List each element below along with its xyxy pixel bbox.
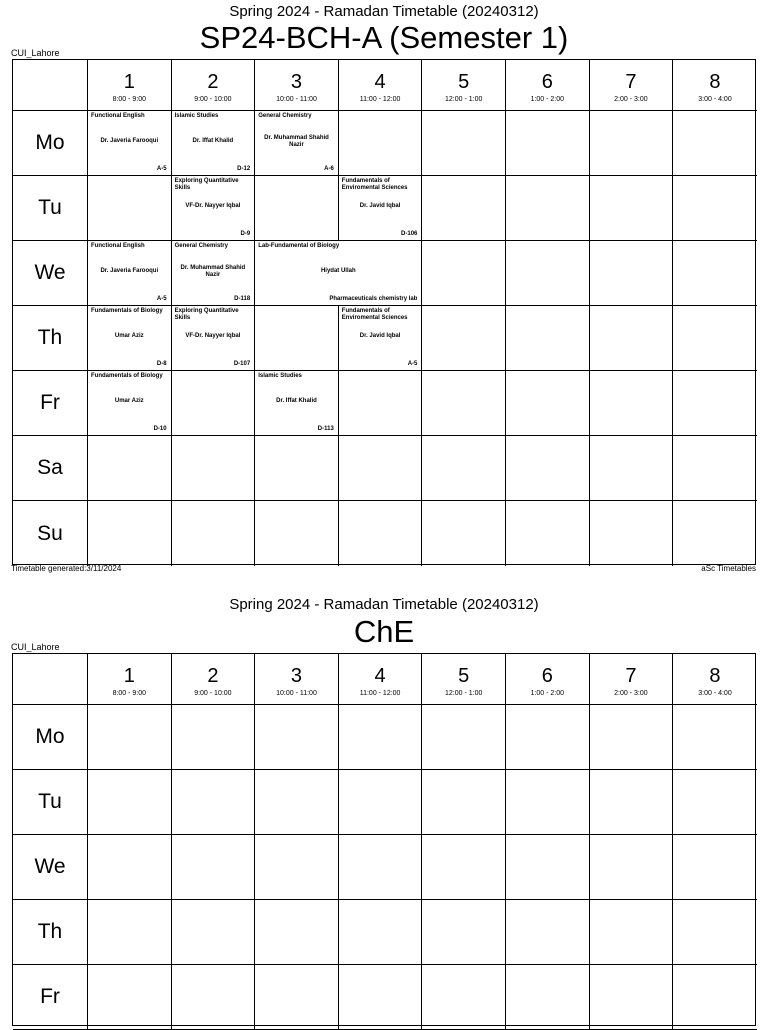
timetable-cell[interactable] bbox=[506, 835, 590, 900]
day-label-cell bbox=[13, 900, 88, 965]
timetable-cell[interactable] bbox=[506, 111, 590, 176]
timetable-cell[interactable] bbox=[339, 371, 423, 436]
corner-cell bbox=[13, 60, 88, 111]
timetable-cell[interactable] bbox=[590, 371, 674, 436]
lesson-subject: Lab-Fundamental of Biology bbox=[258, 243, 340, 249]
day-label: Tu bbox=[38, 196, 62, 219]
period-header bbox=[422, 654, 506, 705]
timetable-cell[interactable] bbox=[506, 176, 590, 241]
lesson-teacher: Dr. Javeria Farooqui bbox=[100, 138, 159, 144]
timetable-cell[interactable] bbox=[506, 900, 590, 965]
lesson-room: D-9 bbox=[240, 231, 251, 237]
timetable-cell[interactable] bbox=[172, 436, 256, 501]
lesson-subject: Exploring Quantitative Skills bbox=[174, 308, 239, 321]
timetable-cell[interactable] bbox=[673, 176, 757, 241]
timetable-cell[interactable] bbox=[88, 436, 172, 501]
lesson-teacher: Dr. Muhammad Shahid Nazir bbox=[180, 265, 246, 278]
timetable-cell[interactable] bbox=[172, 835, 256, 900]
timetable-cell[interactable] bbox=[339, 835, 423, 900]
timetable-cell[interactable] bbox=[673, 371, 757, 436]
period-number: 1 bbox=[123, 71, 135, 93]
period-header bbox=[172, 60, 256, 111]
lesson-teacher: Hiydat Ullah bbox=[320, 268, 356, 274]
lesson-subject: Fundamentals of Enviromental Sciences bbox=[341, 178, 408, 191]
lesson-teacher: Umar Aziz bbox=[114, 398, 144, 404]
period-number: 3 bbox=[290, 71, 303, 93]
period-time: 9:00 - 10:00 bbox=[194, 96, 232, 103]
period-header bbox=[590, 60, 674, 111]
lesson-card[interactable] bbox=[172, 241, 256, 306]
timetable-cell[interactable] bbox=[172, 900, 256, 965]
timetable-cell[interactable] bbox=[88, 835, 172, 900]
period-number: 7 bbox=[625, 665, 637, 687]
lesson-subject: Fundamentals of Enviromental Sciences bbox=[341, 308, 408, 321]
timetable-cell[interactable] bbox=[88, 501, 172, 566]
period-header bbox=[255, 60, 339, 111]
timetable-cell[interactable] bbox=[506, 241, 590, 306]
timetable-cell[interactable] bbox=[673, 965, 757, 1030]
timetable-cell[interactable] bbox=[172, 965, 256, 1030]
school-name: CUI_Lahore bbox=[11, 48, 60, 58]
period-time: 12:00 - 1:00 bbox=[445, 96, 483, 103]
timetable-cell[interactable] bbox=[506, 770, 590, 835]
lesson-subject: Fundamentals of Biology bbox=[91, 308, 163, 314]
timetable-cell[interactable] bbox=[88, 900, 172, 965]
day-label-cell bbox=[13, 241, 88, 306]
lesson-teacher: Umar Aziz bbox=[114, 333, 144, 339]
lesson-card[interactable] bbox=[255, 371, 339, 436]
period-time: 8:00 - 9:00 bbox=[112, 96, 147, 103]
period-header bbox=[506, 60, 590, 111]
timetable-cell[interactable] bbox=[422, 111, 506, 176]
timetable-cell[interactable] bbox=[172, 501, 256, 566]
timetable-cell[interactable] bbox=[590, 705, 674, 770]
timetable-cell[interactable] bbox=[88, 770, 172, 835]
period-number: 8 bbox=[709, 71, 721, 93]
timetable-cell[interactable] bbox=[673, 436, 757, 501]
lesson-teacher: Dr. Iffat Khalid bbox=[276, 398, 317, 404]
day-label: Sa bbox=[37, 456, 63, 479]
timetable-cell[interactable] bbox=[422, 306, 506, 371]
footer-generated: Timetable generated:3/11/2024 bbox=[11, 564, 122, 573]
lesson-subject: Exploring Quantitative Skills bbox=[174, 178, 239, 191]
lesson-subject: Fundamentals of Biology bbox=[91, 373, 163, 379]
timetable-cell[interactable] bbox=[339, 111, 423, 176]
timetable-subtitle: Spring 2024 - Ramadan Timetable (20240312) bbox=[229, 596, 539, 613]
timetable-cell[interactable] bbox=[506, 705, 590, 770]
timetable-cell[interactable] bbox=[590, 770, 674, 835]
period-time: 11:00 - 12:00 bbox=[359, 690, 401, 697]
timetable-cell[interactable] bbox=[590, 111, 674, 176]
lesson-subject: Islamic Studies bbox=[258, 373, 302, 379]
timetable-grid bbox=[12, 59, 756, 565]
timetable-subtitle: Spring 2024 - Ramadan Timetable (20240312) bbox=[229, 3, 539, 20]
corner-cell bbox=[13, 654, 88, 705]
timetable-cell[interactable] bbox=[255, 501, 339, 566]
lesson-card[interactable] bbox=[255, 241, 422, 306]
period-header bbox=[172, 654, 256, 705]
timetable-cell[interactable] bbox=[255, 306, 339, 371]
day-label: Mo bbox=[35, 131, 65, 154]
period-number: 2 bbox=[207, 71, 219, 93]
day-label: We bbox=[34, 261, 66, 284]
timetable-cell[interactable] bbox=[590, 436, 674, 501]
period-time: 3:00 - 4:00 bbox=[698, 96, 732, 103]
timetable-cell[interactable] bbox=[673, 770, 757, 835]
timetable-cell[interactable] bbox=[590, 241, 674, 306]
lesson-room: D-107 bbox=[233, 361, 251, 367]
school-name: CUI_Lahore bbox=[11, 642, 60, 652]
lesson-card[interactable] bbox=[339, 306, 423, 371]
lesson-room: D-106 bbox=[401, 231, 418, 237]
timetable-grid bbox=[12, 653, 756, 1026]
timetable-cell[interactable] bbox=[255, 835, 339, 900]
timetable-cell[interactable] bbox=[422, 241, 506, 306]
day-label-cell bbox=[13, 111, 88, 176]
timetable-cell[interactable] bbox=[506, 965, 590, 1030]
timetable-cell[interactable] bbox=[422, 176, 506, 241]
lesson-room: A-6 bbox=[324, 166, 334, 172]
day-label: Th bbox=[37, 920, 63, 943]
lesson-card[interactable] bbox=[88, 111, 172, 176]
timetable-cell[interactable] bbox=[255, 900, 339, 965]
lesson-card[interactable] bbox=[88, 241, 172, 306]
period-time: 12:00 - 1:00 bbox=[445, 690, 483, 697]
day-label-cell bbox=[13, 835, 88, 900]
timetable-cell[interactable] bbox=[88, 965, 172, 1030]
period-time: 1:00 - 2:00 bbox=[530, 690, 565, 697]
day-label-cell bbox=[13, 371, 88, 436]
period-header bbox=[506, 654, 590, 705]
period-number: 8 bbox=[709, 665, 721, 687]
period-number: 1 bbox=[123, 665, 135, 687]
lesson-teacher: Dr. Javid Iqbal bbox=[359, 203, 401, 209]
lesson-subject: Islamic Studies bbox=[174, 113, 219, 119]
timetable-cell[interactable] bbox=[673, 501, 757, 566]
lesson-teacher: Dr. Javeria Farooqui bbox=[100, 268, 159, 274]
period-time: 10:00 - 11:00 bbox=[276, 690, 317, 697]
timetable-cell[interactable] bbox=[422, 436, 506, 501]
timetable-cell[interactable] bbox=[339, 705, 423, 770]
timetable-cell[interactable] bbox=[673, 835, 757, 900]
lesson-card[interactable] bbox=[255, 111, 339, 176]
timetable-cell[interactable] bbox=[506, 436, 590, 501]
timetable-cell[interactable] bbox=[339, 770, 423, 835]
timetable-cell[interactable] bbox=[506, 501, 590, 566]
timetable-cell[interactable] bbox=[590, 501, 674, 566]
lesson-room: A-5 bbox=[156, 166, 167, 172]
period-time: 2:00 - 3:00 bbox=[614, 690, 648, 697]
timetable-cell[interactable] bbox=[172, 371, 256, 436]
lesson-teacher: Dr. Muhammad Shahid Nazir bbox=[264, 135, 329, 148]
period-number: 6 bbox=[541, 665, 553, 687]
timetable-cell[interactable] bbox=[590, 306, 674, 371]
lesson-room: A-5 bbox=[156, 296, 167, 302]
lesson-teacher: Dr. Iffat Khalid bbox=[192, 138, 234, 144]
timetable-cell[interactable] bbox=[172, 705, 256, 770]
period-number: 5 bbox=[458, 665, 470, 687]
period-header bbox=[339, 60, 423, 111]
timetable-cell[interactable] bbox=[506, 306, 590, 371]
period-time: 2:00 - 3:00 bbox=[614, 96, 648, 103]
lesson-card[interactable] bbox=[339, 176, 423, 241]
timetable-cell[interactable] bbox=[590, 835, 674, 900]
lesson-teacher: VF-Dr. Nayyer Iqbal bbox=[185, 333, 241, 339]
period-header bbox=[673, 654, 757, 705]
timetable-cell[interactable] bbox=[506, 371, 590, 436]
timetable-cell[interactable] bbox=[255, 176, 339, 241]
timetable-cell[interactable] bbox=[255, 705, 339, 770]
day-label-cell bbox=[13, 965, 88, 1030]
lesson-subject: General Chemistry bbox=[174, 243, 228, 249]
day-label: Fr bbox=[40, 985, 60, 1008]
timetable-cell[interactable] bbox=[422, 835, 506, 900]
day-label: Fr bbox=[40, 391, 60, 414]
timetable-cell[interactable] bbox=[422, 965, 506, 1030]
lesson-room: D-113 bbox=[317, 426, 334, 432]
day-label-cell bbox=[13, 501, 88, 566]
period-header bbox=[590, 654, 674, 705]
timetable-cell[interactable] bbox=[339, 436, 423, 501]
period-number: 6 bbox=[541, 71, 553, 93]
period-header bbox=[88, 60, 172, 111]
timetable-cell[interactable] bbox=[673, 900, 757, 965]
lesson-room: Pharmaceuticals chemistry lab bbox=[329, 296, 418, 302]
lesson-subject: General Chemistry bbox=[258, 113, 312, 119]
period-number: 7 bbox=[625, 71, 637, 93]
footer-credit: aSc Timetables bbox=[701, 564, 756, 573]
period-number: 2 bbox=[207, 665, 219, 687]
lesson-subject: Functional English bbox=[91, 243, 145, 249]
period-header bbox=[88, 654, 172, 705]
timetable-cell[interactable] bbox=[590, 965, 674, 1030]
lesson-room: A-5 bbox=[407, 361, 418, 367]
timetable-cell[interactable] bbox=[255, 965, 339, 1030]
lesson-room: D-8 bbox=[156, 361, 167, 367]
lesson-room: D-118 bbox=[234, 296, 251, 302]
day-label: Mo bbox=[35, 725, 65, 748]
day-label: Tu bbox=[38, 790, 62, 813]
timetable-cell[interactable] bbox=[172, 770, 256, 835]
timetable-cell[interactable] bbox=[422, 900, 506, 965]
timetable-cell[interactable] bbox=[339, 501, 423, 566]
timetable-cell[interactable] bbox=[339, 900, 423, 965]
timetable-cell[interactable] bbox=[88, 705, 172, 770]
period-time: 9:00 - 10:00 bbox=[194, 690, 232, 697]
day-label: Su bbox=[37, 521, 63, 545]
timetable-cell[interactable] bbox=[88, 176, 172, 241]
period-number: 3 bbox=[290, 665, 303, 687]
timetable-cell[interactable] bbox=[590, 176, 674, 241]
lesson-card[interactable] bbox=[172, 176, 256, 241]
timetable-cell[interactable] bbox=[590, 900, 674, 965]
lesson-card[interactable] bbox=[172, 306, 256, 371]
period-time: 1:00 - 2:00 bbox=[530, 96, 565, 103]
lesson-room: D-12 bbox=[237, 166, 251, 172]
lesson-subject: Functional English bbox=[91, 113, 145, 119]
timetable-cell[interactable] bbox=[673, 241, 757, 306]
day-label: Th bbox=[37, 326, 63, 349]
period-number: 4 bbox=[374, 665, 386, 687]
day-label: We bbox=[34, 855, 66, 878]
period-time: 3:00 - 4:00 bbox=[698, 690, 732, 697]
period-time: 8:00 - 9:00 bbox=[112, 690, 147, 697]
timetable-cell[interactable] bbox=[339, 965, 423, 1030]
period-header bbox=[255, 654, 339, 705]
lesson-room: D-10 bbox=[153, 426, 167, 432]
period-header bbox=[339, 654, 423, 705]
day-label-cell bbox=[13, 770, 88, 835]
period-number: 5 bbox=[458, 71, 470, 93]
day-label-cell bbox=[13, 705, 88, 770]
day-label-cell bbox=[13, 436, 88, 501]
lesson-card[interactable] bbox=[172, 111, 256, 176]
timetable-cell[interactable] bbox=[673, 705, 757, 770]
lesson-card[interactable] bbox=[88, 371, 172, 436]
timetable-title: ChE bbox=[353, 614, 415, 649]
timetable-cell[interactable] bbox=[422, 705, 506, 770]
lesson-teacher: VF-Dr. Nayyer Iqbal bbox=[185, 203, 241, 209]
period-time: 11:00 - 12:00 bbox=[359, 96, 401, 103]
period-time: 10:00 - 11:00 bbox=[276, 96, 317, 103]
period-header bbox=[422, 60, 506, 111]
lesson-card[interactable] bbox=[88, 306, 172, 371]
timetable-cell[interactable] bbox=[673, 306, 757, 371]
timetable-cell[interactable] bbox=[255, 770, 339, 835]
timetable-cell[interactable] bbox=[673, 111, 757, 176]
timetable-title: SP24-BCH-A (Semester 1) bbox=[199, 20, 569, 55]
lesson-teacher: Dr. Javid Iqbal bbox=[359, 333, 401, 339]
timetable-cell[interactable] bbox=[422, 501, 506, 566]
day-label-cell bbox=[13, 176, 88, 241]
timetable-cell[interactable] bbox=[422, 770, 506, 835]
period-header bbox=[673, 60, 757, 111]
timetable-cell[interactable] bbox=[255, 436, 339, 501]
day-label-cell bbox=[13, 306, 88, 371]
timetable-cell[interactable] bbox=[422, 371, 506, 436]
period-number: 4 bbox=[374, 71, 386, 93]
